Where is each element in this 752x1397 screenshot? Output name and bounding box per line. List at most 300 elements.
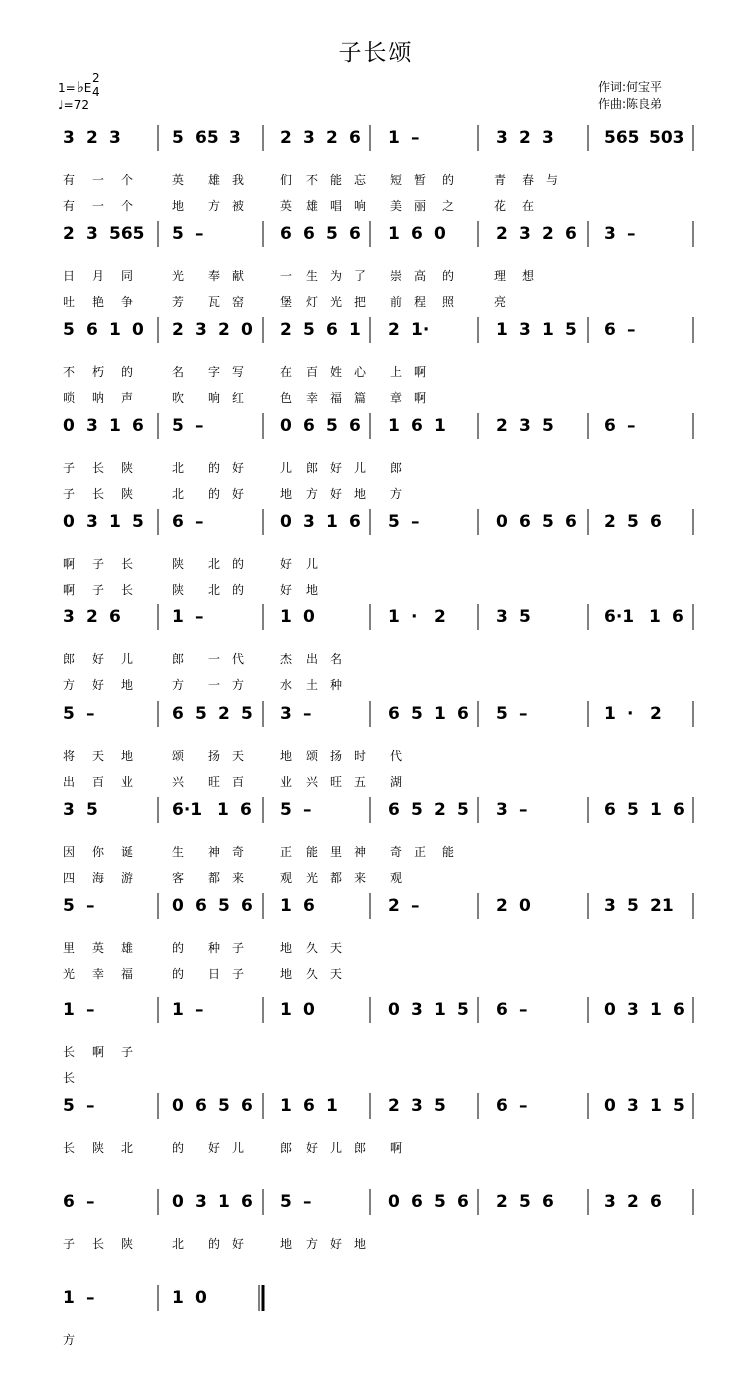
note: 6 [241,1192,253,1212]
lyric-verse-1: 郎 [172,652,185,666]
note: 5 [542,512,554,532]
lyric-verse-2: 方 [390,487,403,501]
note: 6 [565,512,577,532]
lyric-verse-2: 好 [280,583,293,597]
note: 1· [411,320,430,340]
note: 0 [519,896,531,916]
note: 5 [218,896,230,916]
note: 1 [649,607,661,627]
lyric-verse-2: 长 [92,487,105,501]
note: 6 [496,1096,508,1116]
lyric-verse-2: 观 [390,871,403,885]
lyric-verse-1: 方 [306,1237,319,1251]
lyric-verse-2: 一 [208,678,221,692]
note: 5 [303,320,315,340]
note: 5 [326,224,338,244]
lyric-verse-1: 好 [92,652,105,666]
lyric-verse-1: 儿 [354,461,367,475]
lyric-verse-1: 的 [172,1141,185,1155]
lyric-verse-1: 一 [92,173,105,187]
note: 3 [303,128,315,148]
lyric-verse-2: 方 [172,678,185,692]
lyric-verse-1: 字 [208,365,221,379]
note: 2 [604,512,616,532]
note: 1 [63,1288,75,1308]
note: 1 [434,416,446,436]
lyric-verse-2: 之 [442,199,455,213]
lyric-verse-2: 观 [280,871,293,885]
note: 3 [627,1000,639,1020]
note: – [195,224,204,244]
note: 6 [132,416,144,436]
lyric-verse-1: 儿 [306,557,319,571]
note: – [195,512,204,532]
lyric-verse-1: 献 [232,269,245,283]
lyric-verse-2: 地 [280,487,293,501]
lyric-verse-1: 出 [306,652,319,666]
note: 3 [604,224,616,244]
note: 5 [86,800,98,820]
lyric-verse-1: 地 [121,749,134,763]
note: 6 [604,416,616,436]
note: 2 [434,800,446,820]
lyricist: 作词:何宝平 [598,80,663,94]
note: 5 [627,800,639,820]
lyric-verse-1: 方 [63,1333,76,1347]
lyric-verse-1: 忘 [354,173,367,187]
lyric-verse-2: 游 [121,871,134,885]
note: 1 [109,416,121,436]
note: – [195,607,204,627]
note: 5 [411,800,423,820]
note: 2 [86,128,98,148]
note: 1 [650,1096,662,1116]
lyric-verse-2: 响 [354,199,367,213]
lyric-verse-2: 百 [232,775,245,789]
note: 5 [172,416,184,436]
lyric-verse-1: 名 [172,365,185,379]
note: · [627,704,634,724]
lyric-verse-1: 朽 [92,365,105,379]
note: 6 [673,1000,685,1020]
note: 2 [172,320,184,340]
lyric-verse-2: 日 [208,967,221,981]
lyric-verse-2: 光 [306,871,319,885]
note: 2 [218,704,230,724]
note: 1 [109,512,121,532]
lyric-verse-1: 奉 [208,269,221,283]
lyric-verse-2: 出 [63,775,76,789]
lyric-verse-2: 照 [442,295,455,309]
note: 3 [604,1192,616,1212]
lyric-verse-1: 颂 [306,749,319,763]
note: 2 [627,1192,639,1212]
lyric-verse-1: 短 [390,173,403,187]
note: 3 [496,607,508,627]
note: 1 [172,1288,184,1308]
lyric-verse-2: 好 [330,487,343,501]
note: – [411,896,420,916]
lyric-verse-1: 长 [92,1237,105,1251]
lyric-verse-1: 种 [208,941,221,955]
lyric-verse-2: 都 [330,871,343,885]
lyric-verse-2: 的 [172,967,185,981]
note: 5 [195,704,207,724]
lyric-verse-1: 高 [414,269,427,283]
note: 6 [411,224,423,244]
lyric-verse-2: 来 [232,871,245,885]
lyric-verse-2: 好 [232,487,245,501]
note: 0 [604,1096,616,1116]
note: 6 [109,607,121,627]
note: 5 [457,1000,469,1020]
lyric-verse-1: 扬 [330,749,343,763]
lyric-verse-2: 地 [306,583,319,597]
note: 6 [349,224,361,244]
note: 503 [649,128,685,148]
lyric-verse-2: 种 [330,678,343,692]
lyric-verse-1: 一 [208,652,221,666]
note: – [86,1000,95,1020]
note: 3 [542,128,554,148]
lyric-verse-1: 儿 [121,652,134,666]
note: 6 [303,1096,315,1116]
lyric-verse-2: 幸 [306,391,319,405]
note: 0 [604,1000,616,1020]
key-prefix: 1= [58,81,76,95]
note: 3 [519,320,531,340]
note: 3 [604,896,616,916]
lyric-verse-2: 百 [92,775,105,789]
lyric-verse-2: 声 [121,391,134,405]
note: 2 [496,416,508,436]
lyric-verse-1: 了 [354,269,367,283]
lyric-verse-2: 程 [414,295,427,309]
lyric-verse-2: 英 [280,199,293,213]
note: 6 [280,224,292,244]
lyric-verse-1: 名 [330,652,343,666]
note: – [195,416,204,436]
note: 6 [195,896,207,916]
note: 5 [388,512,400,532]
note: 1 [604,704,616,724]
lyric-verse-1: 英 [172,173,185,187]
lyric-verse-2: 方 [208,199,221,213]
lyric-verse-2: 业 [121,775,134,789]
lyric-verse-2: 天 [330,967,343,981]
note: 21 [650,896,674,916]
note: 2 [519,128,531,148]
lyric-verse-1: 陕 [121,461,134,475]
lyric-verse-1: 们 [280,173,293,187]
lyric-verse-1: 啊 [414,365,427,379]
note: 3 [496,128,508,148]
song-title: 子长颂 [338,40,414,66]
lyric-verse-2: 芳 [172,295,185,309]
lyric-verse-2: 光 [63,967,76,981]
lyric-verse-1: 神 [354,845,367,859]
note: 1 [434,1000,446,1020]
lyric-verse-1: 好 [208,1141,221,1155]
lyric-verse-1: 的 [208,1237,221,1251]
meter-top: 2 [92,71,100,85]
lyric-verse-2: 艳 [92,295,105,309]
note: 6 [303,896,315,916]
lyric-verse-2: 旺 [208,775,221,789]
lyric-verse-2: 篇 [354,391,367,405]
note: 3 [195,320,207,340]
quarter-note-icon: ♩ [58,98,64,112]
lyric-verse-1: 我 [232,173,245,187]
note: 1 [109,320,121,340]
note: 0 [280,512,292,532]
lyric-verse-1: 子 [92,557,105,571]
note: 0 [172,896,184,916]
note: 5 [627,896,639,916]
note: 6 [411,1192,423,1212]
lyric-verse-1: 扬 [208,749,221,763]
lyric-verse-2: 响 [208,391,221,405]
lyric-verse-1: 的 [442,173,455,187]
lyric-verse-1: 天 [92,749,105,763]
lyric-verse-1: 长 [92,461,105,475]
note: 3 [411,1000,423,1020]
lyric-verse-1: 理 [494,269,507,283]
note: 1 [218,1192,230,1212]
note: – [519,800,528,820]
note: 1 [280,896,292,916]
lyric-verse-1: 啊 [92,1045,105,1059]
lyric-verse-1: 子 [232,941,245,955]
note: 2 [434,607,446,627]
note: 2 [496,224,508,244]
note: 6 [326,320,338,340]
note: 6 [411,416,423,436]
note: 6 [241,896,253,916]
lyric-verse-2: 啊 [63,583,76,597]
lyric-verse-1: 的 [442,269,455,283]
note: 6 [388,800,400,820]
note: 5 [218,1096,230,1116]
lyric-verse-2: 长 [121,583,134,597]
note: 0 [388,1192,400,1212]
lyric-verse-2: 陕 [172,583,185,597]
lyric-verse-2: 一 [92,199,105,213]
note: 1 [388,224,400,244]
lyric-verse-2: 方 [63,678,76,692]
lyric-verse-2: 福 [330,391,343,405]
lyric-verse-2: 幸 [92,967,105,981]
composer: 作曲:陈良弟 [598,97,663,111]
note: 5 [63,1096,75,1116]
note: 6 [388,704,400,724]
note: – [411,512,420,532]
note: 1 [388,607,400,627]
note: 2 [86,607,98,627]
note: – [519,1000,528,1020]
lyric-verse-2: 堡 [280,295,293,309]
lyric-verse-1: 长 [63,1045,76,1059]
note: 0 [132,320,144,340]
note: 6 [519,512,531,532]
lyric-verse-1: 不 [306,173,319,187]
note: 1 [388,128,400,148]
lyric-verse-1: 暂 [414,173,427,187]
note: 0 [434,224,446,244]
lyric-verse-1: 不 [63,365,76,379]
lyric-verse-2: 啊 [414,391,427,405]
note: 2 [63,224,75,244]
note: 5 [411,704,423,724]
lyric-verse-1: 里 [63,941,76,955]
note: 1 [326,1096,338,1116]
lyric-verse-1: 与 [546,173,559,187]
lyric-verse-2: 个 [121,199,134,213]
note: 2 [496,896,508,916]
lyric-verse-1: 杰 [280,652,293,666]
lyric-verse-2: 争 [121,295,134,309]
lyric-verse-1: 为 [330,269,343,283]
note: 6 [565,224,577,244]
lyric-verse-1: 久 [306,941,319,955]
lyric-verse-2: 地 [121,678,134,692]
lyric-verse-1: 的 [208,461,221,475]
lyric-verse-2: 雄 [306,199,319,213]
lyric-verse-2: 长 [63,1071,76,1085]
note: – [519,1096,528,1116]
note: 6·1 [172,800,203,820]
lyric-verse-1: 陕 [92,1141,105,1155]
lyric-verse-1: 地 [354,1237,367,1251]
lyric-verse-1: 子 [63,461,76,475]
lyric-verse-1: 陕 [172,557,185,571]
note: 6 [172,512,184,532]
lyric-verse-1: 有 [63,173,76,187]
lyric-verse-1: 想 [522,269,535,283]
note: 1 [650,800,662,820]
lyric-verse-2: 兴 [306,775,319,789]
lyric-verse-1: 颂 [172,749,185,763]
lyric-verse-1: 的 [121,365,134,379]
lyric-verse-2: 北 [172,487,185,501]
lyric-verse-2: 四 [63,871,76,885]
note: 65 [195,128,219,148]
lyric-verse-2: 吹 [172,391,185,405]
note: 5 [172,224,184,244]
note: – [411,128,420,148]
note: 3 [109,128,121,148]
lyric-verse-2: 福 [121,967,134,981]
flat-icon: ♭ [76,78,84,96]
lyric-verse-2: 好 [92,678,105,692]
lyric-verse-1: 奇 [232,845,245,859]
note: 2 [280,128,292,148]
note: 1 [280,607,292,627]
note: 2 [218,320,230,340]
note: 6 [604,800,616,820]
lyric-verse-2: 唢 [63,391,76,405]
lyric-verse-1: 北 [121,1141,134,1155]
meter-bottom: 4 [92,85,100,99]
lyric-verse-2: 旺 [330,775,343,789]
note: 3 [303,512,315,532]
note: · [411,607,418,627]
lyric-verse-1: 心 [354,365,367,379]
lyric-verse-1: 长 [63,1141,76,1155]
note: 0 [172,1096,184,1116]
lyric-verse-1: 写 [232,365,245,379]
lyric-verse-1: 英 [92,941,105,955]
note: 5 [627,512,639,532]
note: 2 [326,128,338,148]
note: – [86,704,95,724]
note: 6 [349,512,361,532]
note: 2 [388,896,400,916]
lyric-verse-2: 在 [522,199,535,213]
lyric-verse-1: 子 [121,1045,134,1059]
note: – [303,1192,312,1212]
note: 6 [496,1000,508,1020]
lyric-verse-2: 丽 [414,199,427,213]
note: 565 [109,224,145,244]
lyric-verse-1: 儿 [232,1141,245,1155]
note: 0 [63,416,75,436]
lyric-verse-2: 水 [280,678,293,692]
lyric-verse-2: 子 [92,583,105,597]
note: 6·1 [604,607,635,627]
note: 0 [63,512,75,532]
note: 1 [388,416,400,436]
note: 6 [457,1192,469,1212]
note: 5 [241,704,253,724]
lyric-verse-1: 崇 [390,269,403,283]
lyric-verse-1: 郎 [306,461,319,475]
lyric-verse-1: 子 [63,1237,76,1251]
note: 3 [86,224,98,244]
lyric-verse-1: 同 [121,269,134,283]
note: 2 [280,320,292,340]
lyric-verse-1: 代 [232,652,245,666]
lyric-verse-1: 地 [280,749,293,763]
lyric-verse-2: 吐 [63,295,76,309]
lyric-verse-2: 子 [63,487,76,501]
lyric-verse-2: 地 [280,967,293,981]
lyric-verse-1: 青 [494,173,507,187]
note: – [86,1192,95,1212]
lyric-verse-1: 生 [172,845,185,859]
note: 3 [280,704,292,724]
note: 3 [519,416,531,436]
lyric-verse-1: 好 [330,461,343,475]
note: 1 [63,1000,75,1020]
note: – [86,1096,95,1116]
lyric-verse-1: 郎 [280,1141,293,1155]
note: 3 [63,607,75,627]
note: 1 [280,1000,292,1020]
lyric-verse-1: 好 [330,1237,343,1251]
lyric-verse-2: 地 [172,199,185,213]
lyric-verse-1: 地 [280,941,293,955]
note: 6 [542,1192,554,1212]
lyric-verse-1: 将 [63,749,76,763]
lyric-verse-1: 时 [354,749,367,763]
lyric-verse-1: 能 [330,173,343,187]
note: 5 [673,1096,685,1116]
note: 1 [434,704,446,724]
note: 6 [349,416,361,436]
lyric-verse-2: 有 [63,199,76,213]
lyric-verse-1: 能 [442,845,455,859]
